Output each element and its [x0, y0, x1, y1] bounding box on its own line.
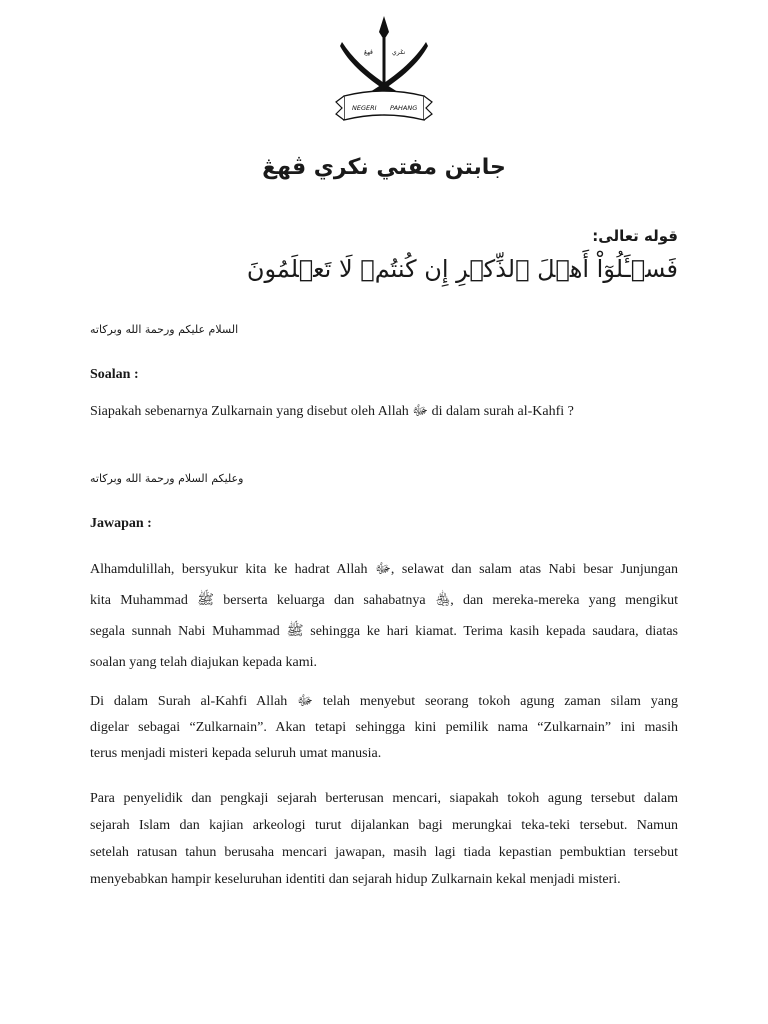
paragraph-line: Para penyelidik dan pengkaji sejarah berterusan mencari, siapakah tokoh agung tersebut dalam	[90, 791, 678, 806]
crest-emblem-icon	[330, 10, 438, 132]
opening-salam	[90, 323, 678, 336]
paragraph-line: kita Muhammad ﷺ berserta keluarga dan sahabatnya ﵃, dan mereka-mereka yang mengikut	[90, 593, 678, 608]
question-text: Siapakah sebenarnya Zulkarnain yang disebut oleh Allah ﷻ di dalam surah al-Kahfi ?	[90, 404, 574, 419]
paragraph-line: terus menjadi misteri kepada seluruh umat manusia.	[90, 746, 382, 761]
paragraph-line: Alhamdulillah, bersyukur kita ke hadrat Allah ﷻ, selawat dan salam atas Nabi besar Junjungan	[90, 562, 678, 577]
svg-text:ڤهڠ: ڤهڠ	[364, 49, 373, 56]
opening-salam-text: السلام عليكم ورحمة الله وبركاته	[90, 323, 239, 336]
paragraph-line: menyebabkan hampir keseluruhan identiti dan sejarah hidup Zulkarnain kekal menjadi misteri.	[90, 872, 621, 887]
answer-heading: Jawapan :	[90, 516, 152, 531]
verse-intro-label: قوله تعالى:	[592, 227, 678, 245]
paragraph-line: digelar sebagai “Zulkarnain”. Akan tetapi sehingga kini pemilik nama “Zulkarnain” ini masih	[90, 720, 678, 735]
page-title: جابتن مفتي نکري ڤهڠ	[262, 155, 506, 180]
reply-salam	[90, 472, 678, 485]
svg-text:NEGERI: NEGERI	[352, 104, 377, 112]
svg-text:PAHANG: PAHANG	[390, 104, 418, 112]
state-crest-logo	[330, 10, 438, 132]
paragraph-line: sejarah Islam dan kajian arkeologi turut dijalankan bagi merungkai teka-teki tersebut. Namun	[90, 818, 678, 833]
quran-verse: فَسۡـَٔلُوٓاْ أَهۡلَ ٱلذِّكۡرِ إِن كُنتُمۡ لَا تَعۡلَمُونَ	[246, 255, 678, 283]
paragraph-line: Di dalam Surah al-Kahfi Allah ﷻ telah menyebut seorang tokoh agung zaman silam yang	[90, 694, 678, 709]
svg-text:نݢري: نݢري	[392, 49, 406, 56]
answer-paragraph-3	[90, 785, 678, 893]
answer-paragraph-1	[90, 554, 678, 678]
question-heading: Soalan :	[90, 367, 139, 382]
reply-salam-text: وعليكم السلام ورحمة الله وبركاته	[90, 472, 244, 485]
paragraph-line: setelah ratusan tahun berusaha mencari jawapan, masih lagi tiada kepastian pembuktian tersebut	[90, 845, 678, 860]
paragraph-line: segala sunnah Nabi Muhammad ﷺ sehingga ke hari kiamat. Terima kasih kepada saudara, diatas	[90, 624, 679, 639]
paragraph-line: soalan yang telah diajukan kepada kami.	[90, 655, 318, 670]
answer-paragraph-2	[90, 689, 678, 767]
